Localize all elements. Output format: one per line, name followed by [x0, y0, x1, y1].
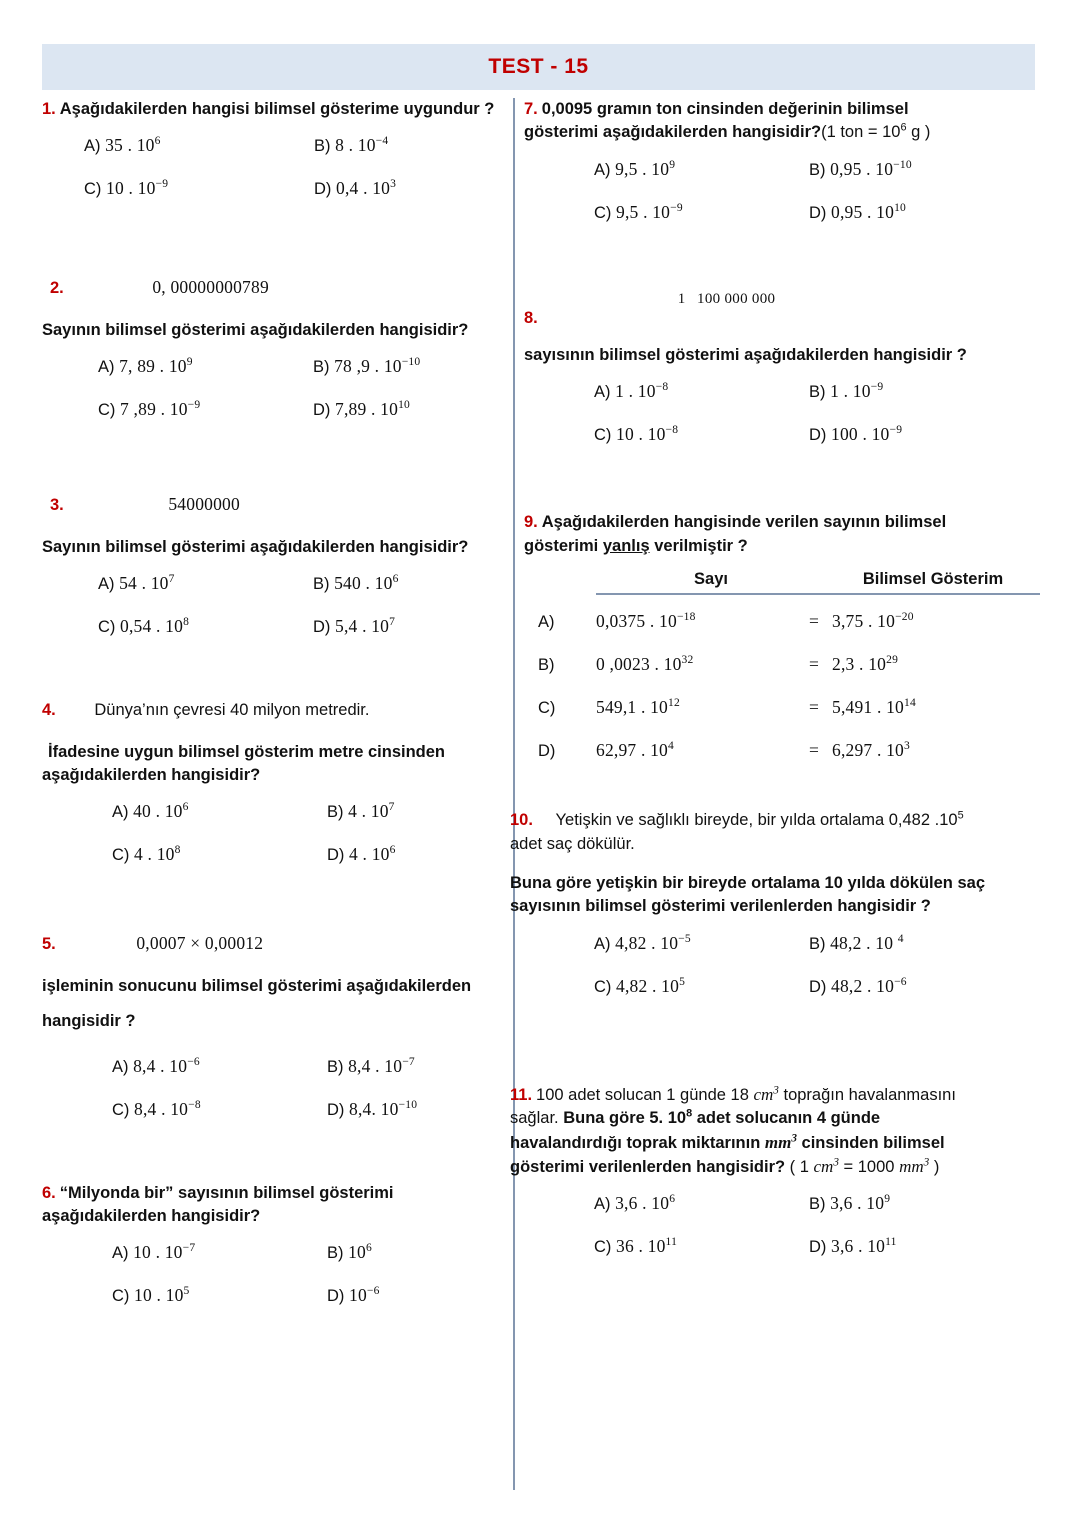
question-4-stem-line-1: İfadesine uygun bilimsel gösterim metre cinsinden — [48, 742, 446, 761]
question-5-stem-line-1: işleminin sonucunu bilimsel gösterimi aşağıdakilerden — [42, 976, 472, 995]
table-header-row — [524, 570, 1040, 593]
option-c[interactable]: C) 36 . $10^{11}$ — [594, 1236, 678, 1257]
test-header-banner — [42, 44, 1035, 90]
option-c[interactable]: C) 7 ,89 . $10^{-9}$ — [98, 399, 201, 420]
option-a[interactable]: A) 7, 89 . $10^9$ — [98, 356, 193, 377]
option-b[interactable]: B) 78 ,9 . $10^{-10}$ — [313, 356, 421, 377]
question-5 — [42, 931, 504, 1119]
question-2-value-line — [42, 275, 504, 300]
option-a[interactable]: A) 40 . $10^6$ — [112, 801, 189, 822]
question-3-number: 3. — [50, 496, 64, 515]
row-label: A) — [538, 613, 555, 632]
row-left-value: 0,0375 . $10^{-18}$ — [596, 611, 696, 632]
option-d[interactable]: D) 0,95 . $10^{10}$ — [809, 201, 907, 222]
question-2-number: 2. — [50, 279, 64, 298]
question-2 — [42, 275, 504, 420]
question-10-lead-line-1: 10. Yetişkin ve sağlıklı bireyde, bir yılda ortalama 0,482 $.10^5$ — [510, 809, 964, 830]
unit-cm: $cm^3$ — [753, 1084, 779, 1104]
question-10 — [510, 809, 1040, 997]
fraction-denominator: 100 000 000 — [697, 290, 776, 307]
question-3-stem: Sayının bilimsel gösterimi aşağıdakilerden hangisidir? — [42, 537, 469, 556]
question-11-number: 11. — [510, 1085, 533, 1104]
option-a[interactable]: A) 8,4 . $10^{-6}$ — [112, 1055, 200, 1076]
option-c[interactable]: C) 10 . $10^{-9}$ — [84, 178, 169, 199]
table-row[interactable] — [524, 740, 1040, 761]
option-d[interactable]: D) 3,6 . $10^{11}$ — [809, 1236, 897, 1257]
question-3-options — [42, 573, 504, 637]
option-c[interactable]: C) 0,54 . $10^8$ — [98, 616, 190, 637]
question-7-number: 7. — [524, 100, 538, 118]
option-d[interactable]: D) 8,4. $10^{-10}$ — [327, 1098, 418, 1119]
question-1 — [42, 98, 504, 199]
question-10-lead-line-2: adet saç dökülür. — [510, 834, 635, 853]
table-row[interactable] — [524, 654, 1040, 675]
question-10-stem-line-1: Buna göre yetişkin bir bireyde ortalama 10 yılda dökülen saç — [510, 873, 986, 892]
question-7-stem-line-2: gösterimi aşağıdakilerden hangisidir?(1 ton = $10^6$ g ) — [524, 121, 931, 142]
row-left-value: 0 ,0023 . $10^{32}$ — [596, 654, 694, 675]
question-9-table — [524, 570, 1040, 761]
question-7 — [524, 98, 1040, 223]
row-left-value: 62,97 . $10^4$ — [596, 740, 674, 761]
option-b[interactable]: B) 0,95 . $10^{-10}$ — [809, 158, 912, 179]
question-8-fraction — [672, 291, 778, 308]
row-label: C) — [538, 699, 556, 718]
option-b[interactable]: B) 48,2 . 10 $^4$ — [809, 932, 904, 953]
row-right-value: 5,491 . $10^{14}$ — [832, 697, 916, 718]
row-right-value: 2,3 . $10^{29}$ — [832, 654, 899, 675]
question-9-stem-line-2: gösterimi yanlış verilmiştir ? — [524, 536, 748, 555]
question-3 — [42, 492, 504, 637]
option-a[interactable]: A) 54 . $10^7$ — [98, 573, 175, 594]
equals-sign: = — [808, 611, 820, 632]
question-2-options — [42, 356, 504, 420]
option-d[interactable]: D) $10^{-6}$ — [327, 1285, 380, 1306]
question-5-value-line — [42, 931, 504, 956]
option-b[interactable]: B) 540 . $10^6$ — [313, 573, 399, 594]
option-c[interactable]: C) 8,4 . $10^{-8}$ — [112, 1098, 201, 1119]
option-b[interactable]: B) 1 . $10^{-9}$ — [809, 381, 884, 402]
page-title: TEST - 15 — [488, 55, 589, 78]
unit-cm-ref: $cm^3$ — [813, 1156, 839, 1177]
option-c[interactable]: C) 4 . $10^8$ — [112, 844, 181, 865]
question-1-options — [42, 135, 504, 199]
question-4-options — [42, 801, 504, 865]
table-header-rules — [524, 593, 1040, 595]
option-b[interactable]: B) $10^6$ — [327, 1242, 372, 1263]
question-11 — [510, 1083, 1040, 1258]
option-a[interactable]: A) 9,5 . $10^9$ — [594, 158, 676, 179]
question-6-stem-line-2: aşağıdakilerden hangisidir? — [42, 1207, 261, 1226]
question-10-options — [524, 933, 1040, 997]
option-b[interactable]: B) 8,4 . $10^{-7}$ — [327, 1055, 415, 1076]
unit-mm-ref: $mm^3$ — [899, 1156, 930, 1177]
question-6-number: 6. — [42, 1183, 56, 1202]
question-11-line-2: sağlar. Buna göre 5. $10^8$ adet solucanın 4 günde — [510, 1107, 881, 1128]
option-b[interactable]: B) 8 . $10^{-4}$ — [314, 135, 389, 156]
header-rule-sayi — [596, 593, 826, 595]
option-a[interactable]: A) 10 . $10^{-7}$ — [112, 1242, 196, 1263]
option-d[interactable]: D) 7,89 . $10^{10}$ — [313, 399, 411, 420]
question-6 — [42, 1182, 504, 1307]
question-5-stem-line-2: hangisidir ? — [42, 1012, 136, 1031]
equals-sign: = — [808, 740, 820, 761]
column-divider — [513, 98, 515, 1490]
option-c[interactable]: C) 4,82 . $10^5$ — [594, 975, 686, 996]
option-d[interactable]: D) 5,4 . $10^7$ — [313, 616, 396, 637]
left-column — [42, 98, 504, 1306]
question-8-number: 8. — [524, 308, 538, 327]
header-rule-bilimsel — [826, 593, 1040, 595]
question-11-options — [524, 1193, 1040, 1257]
question-8 — [524, 291, 1040, 445]
question-10-stem-line-2: sayısının bilimsel gösterimi verilenlerden hangisidir ? — [510, 897, 931, 916]
question-3-value-line — [42, 492, 504, 517]
row-right-value: 3,75 . $10^{-20}$ — [832, 611, 914, 632]
equals-sign: = — [808, 697, 820, 718]
question-6-options — [42, 1242, 504, 1306]
option-d[interactable]: D) 48,2 . $10^{-6}$ — [809, 975, 907, 996]
option-c[interactable]: C) 10 . $10^5$ — [112, 1285, 190, 1306]
option-a[interactable]: A) 35 . $10^6$ — [84, 135, 161, 156]
row-right-value: 6,297 . $10^3$ — [832, 740, 910, 761]
right-column — [510, 98, 1040, 1257]
row-label: B) — [538, 656, 555, 675]
option-a[interactable]: A) 1 . $10^{-8}$ — [594, 381, 669, 402]
question-6-stem-line-1: 6. “Milyonda bir” sayısının bilimsel gösterimi — [42, 1183, 394, 1202]
question-4-stem-line-2: aşağıdakilerden hangisidir? — [42, 765, 261, 784]
question-4 — [42, 699, 504, 865]
question-8-stem: sayısının bilimsel gösterimi aşağıdakilerden hangisidir ? — [524, 345, 967, 364]
table-row[interactable] — [524, 611, 1040, 632]
emphasis-yanlis: yanlış — [602, 536, 650, 555]
question-1-number: 1. — [42, 100, 56, 118]
option-c[interactable]: C) 9,5 . $10^{-9}$ — [594, 201, 683, 222]
question-4-lead: 4. Dünya’nın çevresi 40 milyon metredir. — [42, 701, 370, 720]
question-11-line-4: gösterimi verilenlerden hangisidir? ( 1 $cm^3 = 1000$ $mm^3$ ) — [510, 1156, 940, 1177]
unit-mm: $mm^3$ — [764, 1131, 797, 1152]
question-2-value: 0, 00000000789 — [152, 277, 269, 298]
question-1-stem: 1. Aşağıdakilerden hangisi bilimsel gösterime uygundur ? — [42, 100, 495, 118]
question-5-value: 0,0007 × 0,00012 — [136, 933, 264, 954]
question-3-value: 54000000 — [168, 494, 240, 515]
option-d[interactable]: D) 100 . $10^{-9}$ — [809, 424, 903, 445]
question-5-options — [42, 1056, 504, 1120]
row-label: D) — [538, 742, 556, 761]
question-7-stem-line-1: 7. 0,0095 gramın ton cinsinden değerinin bilimsel — [524, 100, 909, 118]
table-row[interactable] — [524, 697, 1040, 718]
option-a[interactable]: A) 3,6 . $10^6$ — [594, 1193, 676, 1214]
question-4-number: 4. — [42, 701, 56, 720]
question-11-line-1: 11. 100 adet solucan 1 günde 18 $cm^3$ toprağın havalanmasını — [510, 1084, 956, 1104]
question-11-line-3: havalandırdığı toprak miktarının $mm^3$ cinsinden bilimsel — [510, 1131, 945, 1152]
option-d[interactable]: D) 4 . $10^6$ — [327, 844, 396, 865]
column-header-bilimsel-gosterim: Bilimsel Gösterim — [862, 570, 1004, 589]
column-header-sayi: Sayı — [694, 570, 728, 589]
question-7-options — [524, 159, 1040, 223]
question-5-number: 5. — [42, 935, 56, 954]
question-9 — [524, 511, 1040, 761]
question-2-stem: Sayının bilimsel gösterimi aşağıdakilerden hangisidir? — [42, 320, 469, 339]
row-left-value: 549,1 . $10^{12}$ — [596, 697, 680, 718]
question-9-number: 9. — [524, 513, 538, 532]
option-d[interactable]: D) 0,4 . $10^3$ — [314, 178, 397, 199]
option-c[interactable]: C) 10 . $10^{-8}$ — [594, 424, 679, 445]
question-8-options — [524, 381, 1040, 445]
question-8-value-line — [524, 291, 1040, 328]
option-a[interactable]: A) 4,82 . $10^{-5}$ — [594, 932, 691, 953]
option-b[interactable]: B) 4 . $10^7$ — [327, 801, 395, 822]
option-b[interactable]: B) 3,6 . $10^9$ — [809, 1193, 891, 1214]
fraction-numerator: 1 — [677, 290, 686, 307]
question-10-number: 10. — [510, 811, 533, 830]
question-9-stem-line-1: 9. Aşağıdakilerden hangisinde verilen sayının bilimsel — [524, 513, 947, 532]
equals-sign: = — [808, 654, 820, 675]
